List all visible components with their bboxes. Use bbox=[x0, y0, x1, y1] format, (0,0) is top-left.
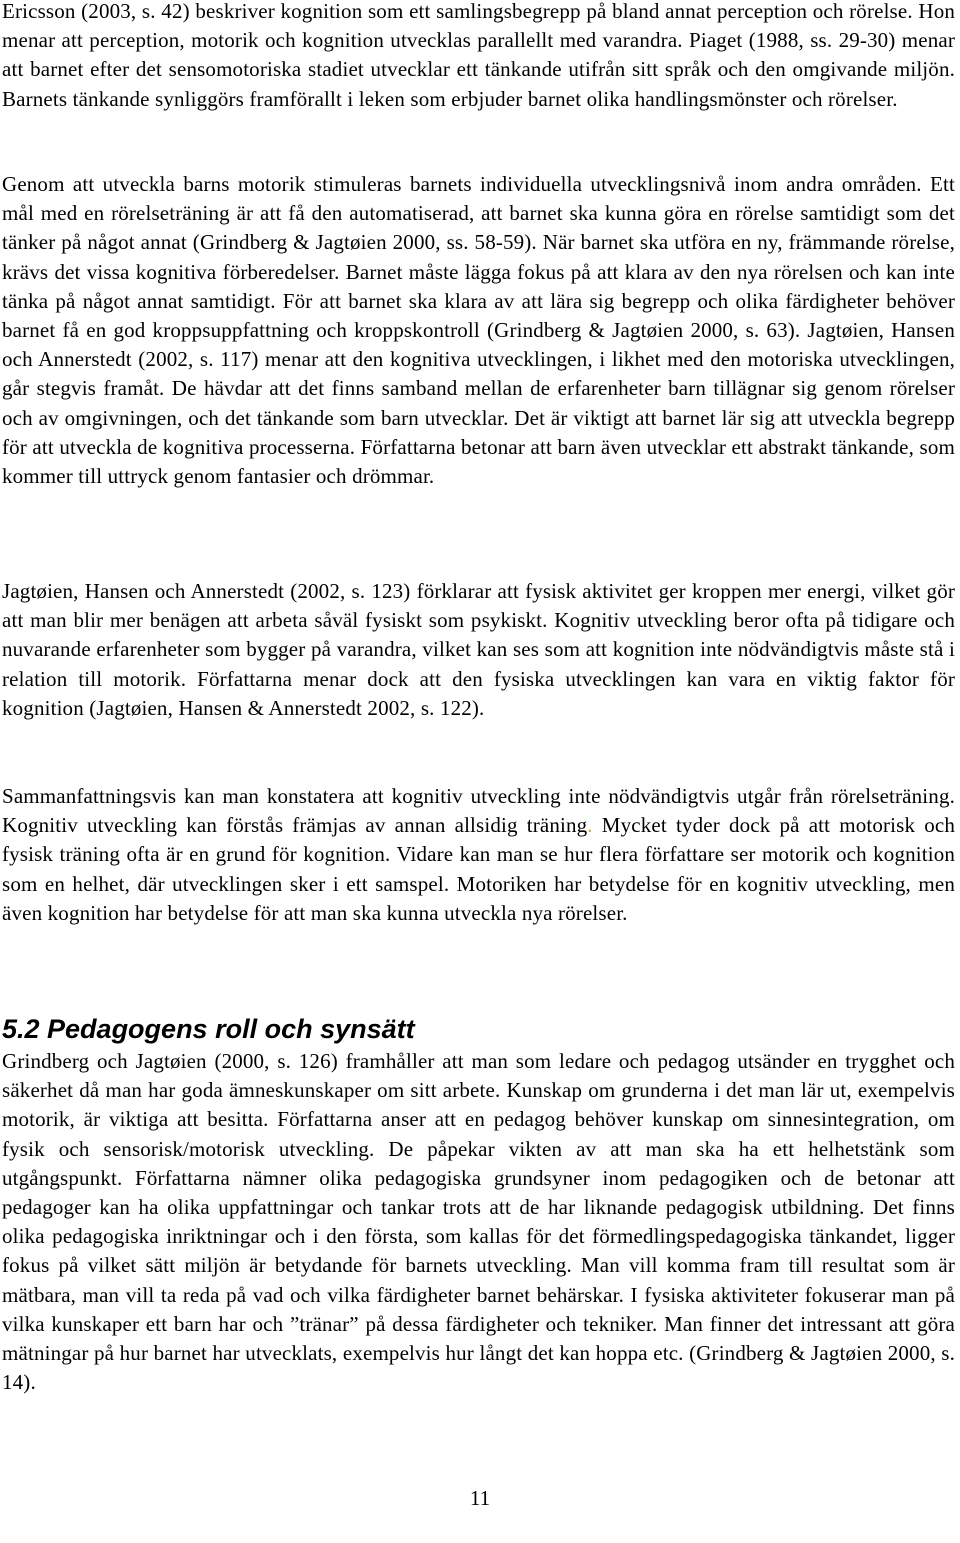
summary-text-part-1: Sammanfattningsvis kan man konstatera att kognitiv utveckling inte nödvändigtvis utgår från rörelseträning. Kognitiv utveckling kan förstås främjas av annan allsidig träning bbox=[2, 784, 955, 838]
summary-text-part-2: Mycket tyder dock på att motorisk och fysisk träning ofta är en grund för kognition. Vidare kan man se hur flera författare ser motorik och kognition som en helhet, där utvecklingen sker i ett samspel. Motoriken har betydelse för en kognitiv utveckling, men även kognition har betydelse för att man ska kunna utveckla nya rörelser. bbox=[2, 813, 955, 925]
paragraph-motor-development: Genom att utveckla barns motorik stimuleras barnets individuella utvecklingsnivå inom andra områden. Ett mål med en rörelseträning är att få den automatiserad, att barnet ska kunna göra en rörelse samtidigt som det tänker på något annat (Grindberg & Jagtøien 2000, ss. 58-59). När barnet ska utföra en ny, främmande rörelse, krävs det vissa kognitiva förberedelser. Barnet måste lägga fokus på att klara av den nya rörelsen och kan inte tänka på något annat samtidigt. För att barnet ska klara av att lära sig begrepp och olika färdigheter behöver barnet få en god kroppsuppfattning och kroppskontroll (Grindberg & Jagtøien 2000, s. 63). Jagtøien, Hansen och Annerstedt (2002, s. 117) menar att den kognitiva utvecklingen, i likhet med den motoriska utvecklingen, går stegvis framåt. De hävdar att det finns samband mellan de erfarenheter barn tillägnar sig genom rörelser och av omgivningen, och det tänkande som barn utvecklar. Det är viktigt att barnet lär sig att utveckla begrepp för att utveckla de kognitiva processerna. Författarna betonar att barn även utvecklar ett abstrakt tänkande, som kommer till uttryck genom fantasier och drömmar. bbox=[2, 172, 955, 489]
paragraph-summary bbox=[2, 782, 955, 928]
highlighted-period: . bbox=[587, 813, 593, 838]
paragraph-cognition-definition: Ericsson (2003, s. 42) beskriver kognition som ett samlingsbegrepp på bland annat perception och rörelse. Hon menar att perception, motorik och kognition utvecklas parallellt med varandra. Piaget (1988, ss. 29-30) menar att barnet efter det sensomotoriska stadiet utvecklar ett tänkande utifrån sitt språk och den omgivande miljön. Barnets tänkande synliggörs framförallt i leken som erbjuder barnet olika handlingsmönster och rörelser. bbox=[2, 0, 955, 111]
paragraph-pedagogue-role: Grindberg och Jagtøien (2000, s. 126) framhåller att man som ledare och pedagog utsänder en trygghet och säkerhet då man har goda ämneskunskaper om sitt arbete. Kunskap om grunderna i det man lär ut, exempelvis motorik, är viktiga att besitta. Författarna anser att en pedagog behöver kunskap om sinnesintegration, om fysik och sensorisk/motorisk utveckling. De påpekar vikten av att man ska ha ett helhetstänk som utgångspunkt. Författarna nämner olika pedagogiska grundsyner inom pedagogiken och de betonar att pedagoger kan ha olika uppfattningar och tankar trots att de har liknande pedagogisk utbildning. Det finns olika pedagogiska inriktningar och i den första, som kallas för det förmedlingspedagogiska tänkandet, ligger fokus på vilket sätt miljön är betydande för barnets utveckling. Man vill komma fram till resultat som är mätbara, man vill ta reda på vad och vilka färdigheter barnet behärskar. I fysiska aktiviteter fokuserar man på vilka kunskaper ett barn har och ”tränar” på dessa färdigheter och tekniker. Man finner det intressant att göra mätningar på hur barnet har utvecklats, exempelvis hur långt det kan hoppa etc. (Grindberg & Jagtøien 2000, s. 14). bbox=[2, 1049, 955, 1395]
section-heading: 5.2 Pedagogens roll och synsätt bbox=[2, 1014, 415, 1044]
paragraph-physical-activity: Jagtøien, Hansen och Annerstedt (2002, s. 123) förklarar att fysisk aktivitet ger kroppen mer energi, vilket gör att man blir mer benägen att arbeta såväl fysiskt som psykiskt. Kognitiv utveckling beror ofta på tidigare och nuvarande erfarenheter som bygger på varandra, vilket kan ses som att kognition inte nödvändigtvis måste stå i relation till motorik. Författarna menar dock att den fysiska utvecklingen kan vara en viktig faktor för kognition (Jagtøien, Hansen & Annerstedt 2002, s. 122). bbox=[2, 579, 955, 720]
page-number: 11 bbox=[469, 1486, 491, 1510]
